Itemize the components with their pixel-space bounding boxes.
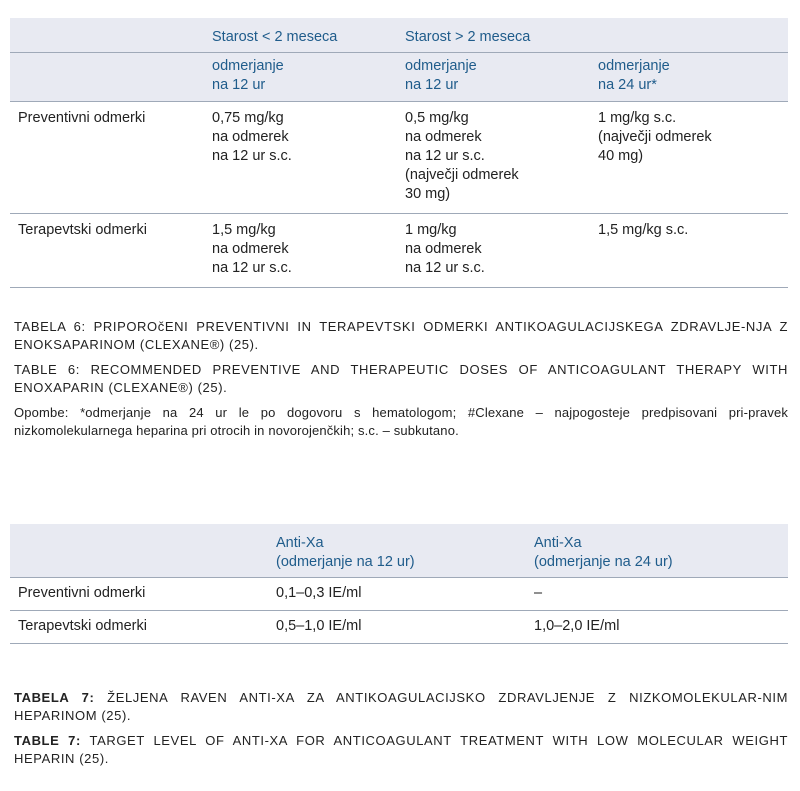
table-cell: 1,5 mg/kg s.c. (590, 214, 788, 288)
caption-label: TABELA 7: (14, 690, 95, 705)
row-label-therapeutic: Terapevtski odmerki (10, 214, 204, 288)
row-label-therapeutic: Terapevtski odmerki (10, 611, 268, 644)
caption-label: TABLE 7: (14, 733, 81, 748)
header-cell-empty (10, 53, 204, 102)
table-cell: 1,5 mg/kg na odmerek na 12 ur s.c. (204, 214, 397, 288)
header-cell-dosing-12h: odmerjanje na 12 ur (397, 53, 590, 102)
table-6-caption-english: TABLE 6: RECOMMENDED PREVENTIVE AND THERAPEUTIC DOSES OF ANTICOAGULANT THERAPY WITH ENOXAPARIN (CLEXANE®) (25). (14, 362, 788, 395)
table-7-caption-english (14, 732, 788, 767)
caption-text: TARGET LEVEL OF ANTI-XA FOR ANTICOAGULANT TREATMENT WITH LOW MOLECULAR WEIGHT HEPARIN (25). (14, 733, 788, 766)
header-cell-empty (590, 18, 788, 53)
header-cell-dosing-12h: odmerjanje na 12 ur (204, 53, 397, 102)
header-cell-age-under-2-months: Starost < 2 meseca (204, 18, 397, 53)
table-header-row-dosing-interval (10, 53, 788, 102)
table-6-enoxaparin-doses (10, 18, 788, 288)
header-cell-dosing-24h: odmerjanje na 24 ur* (590, 53, 788, 102)
row-label-preventive: Preventivni odmerki (10, 578, 268, 611)
table-row (10, 578, 788, 611)
header-cell-age-over-2-months: Starost > 2 meseca (397, 18, 590, 53)
table-7-anti-xa-levels (10, 524, 788, 644)
header-cell-empty (10, 18, 204, 53)
header-cell-anti-xa-24h: Anti-Xa (odmerjanje na 24 ur) (526, 524, 788, 578)
header-cell-anti-xa-12h: Anti-Xa (odmerjanje na 12 ur) (268, 524, 526, 578)
table-cell: 1,0–2,0 IE/ml (526, 611, 788, 644)
table-cell: 1 mg/kg na odmerek na 12 ur s.c. (397, 214, 590, 288)
caption-text: ŽELJENA RAVEN ANTI-XA ZA ANTIKOAGULACIJSKO ZDRAVLJENJE Z NIZKOMOLEKULAR-NIM HEPARINOM (25). (14, 690, 789, 723)
table-header-row-age (10, 18, 788, 53)
header-cell-empty (10, 524, 268, 578)
table-cell: 0,5–1,0 IE/ml (268, 611, 526, 644)
table-row (10, 611, 788, 644)
row-label-preventive: Preventivni odmerki (10, 102, 204, 214)
table-cell: 1 mg/kg s.c. (največji odmerek 40 mg) (590, 102, 788, 214)
table-6-notes: Opombe: *odmerjanje na 24 ur le po dogovoru s hematologom; #Clexane – najpogosteje predpisovani pri-pravek nizkomolekularnega heparina pri otrocih in novorojenčkih; s.c. – subkutano. (14, 405, 788, 438)
table-row (10, 214, 788, 288)
table-6-caption-slovenian: TABELA 6: PRIPOROčENI PREVENTIVNI IN TERAPEVTSKI ODMERKI ANTIKOAGULACIJSKEGA ZDRAVLJE-NJA Z ENOKSAPARINOM (CLEXANE®) (25). (14, 319, 788, 352)
table-cell: 0,5 mg/kg na odmerek na 12 ur s.c. (največji odmerek 30 mg) (397, 102, 590, 214)
table-cell: – (526, 578, 788, 611)
table-cell: 0,75 mg/kg na odmerek na 12 ur s.c. (204, 102, 397, 214)
table-header-row (10, 524, 788, 578)
table-7-caption-slovenian (14, 689, 788, 724)
table-cell: 0,1–0,3 IE/ml (268, 578, 526, 611)
table-row (10, 102, 788, 214)
